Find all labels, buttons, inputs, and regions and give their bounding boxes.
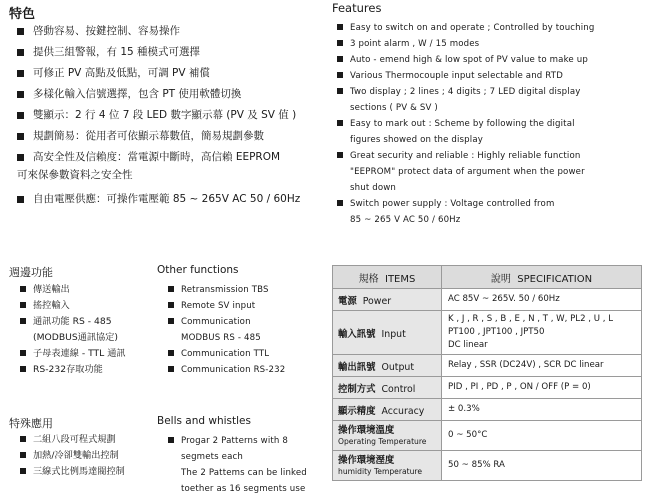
list-item: Great security and reliable : Highly reliable function (337, 148, 647, 164)
list-item: 加熱/冷卻雙輸出控制 (20, 448, 155, 464)
bullet-square-icon (20, 436, 26, 442)
spec-value: PID , PI , PD , P , ON / OFF (P = 0) (442, 377, 642, 399)
bells-title: Bells and whistles (157, 415, 251, 427)
list-item-continuation: segmets each (181, 452, 243, 462)
list-item: 三線式比例馬達閥控制 (20, 464, 155, 480)
table-row (333, 377, 642, 399)
bullet-square-icon (20, 366, 26, 372)
bullet-square-icon (168, 350, 174, 356)
features-zh-list (17, 23, 329, 212)
bullet-square-icon (337, 200, 343, 206)
bells-list (168, 433, 330, 497)
bullet-square-icon (168, 437, 174, 443)
list-item-continuation: 可來保參數資料之安全性 (17, 169, 133, 181)
spec-value: K , J , R , S , B , E , N , T , W, PL2 , U , L PT100 , JPT100 , JPT50 DC linear (442, 311, 642, 355)
comm-en-list (168, 282, 328, 378)
list-item: 傳送輸出 (20, 282, 155, 298)
list-item: 自由電壓供應：可操作電壓範 85 ~ 265V AC 50 / 60Hz (17, 191, 329, 212)
list-item: Remote SV input (168, 298, 328, 314)
list-item: Switch power supply : Voltage controlled from (337, 196, 647, 212)
list-item: 提供三組警報，有 15 種模式可選擇 (17, 44, 329, 65)
list-item: Progar 2 Patterns with 8 (168, 433, 330, 449)
bullet-square-icon (17, 28, 24, 35)
spec-key: 輸出訊號 Output (333, 355, 442, 377)
list-item: 高安全性及信賴度：當電源中斷時，高信賴 EEPROM (17, 149, 329, 167)
spec-key: 電源 Power (333, 289, 442, 311)
list-item-continuation: (MODBUS通訊協定) (33, 332, 119, 343)
bullet-square-icon (17, 154, 24, 161)
list-item: Auto - emend high & low spot of PV value to make up (337, 52, 647, 68)
bullet-square-icon (20, 350, 26, 356)
header-items: 規格 ITEMS (333, 266, 442, 289)
spec-table-header (333, 266, 642, 289)
bullet-square-icon (337, 72, 343, 78)
special-zh-title: 特殊應用 (9, 417, 53, 430)
features-en-list (337, 20, 647, 228)
spec-table-body (333, 289, 642, 481)
bullet-square-icon (20, 452, 26, 458)
bullet-square-icon (337, 88, 343, 94)
special-zh-list (20, 432, 155, 480)
bullet-square-icon (337, 40, 343, 46)
list-item: 規劃簡易：從用者可依顯示幕數值，簡易規劃參數 (17, 128, 329, 149)
list-item: 子母表連線 - TTL 通訊 (20, 346, 155, 362)
spec-value: 50 ~ 85% RA (442, 451, 642, 481)
bullet-square-icon (17, 112, 24, 119)
spec-value: Relay , SSR (DC24V) , SCR DC linear (442, 355, 642, 377)
table-row (333, 355, 642, 377)
list-item-continuation: sections ( PV & SV ) (350, 103, 438, 113)
list-item: 搖控輸入 (20, 298, 155, 314)
list-item: 啓動容易、按鍵控制、容易操作 (17, 23, 329, 44)
spec-table (332, 265, 642, 481)
bullet-square-icon (20, 302, 26, 308)
table-row (333, 421, 642, 451)
list-item: 可修正 PV 高點及低點，可調 PV 補償 (17, 65, 329, 86)
features-en-title: Features (332, 1, 382, 15)
list-item: RS-232存取功能 (20, 362, 155, 378)
list-item: Two display ; 2 lines ; 4 digits ; 7 LED digital display (337, 84, 647, 100)
table-row (333, 289, 642, 311)
bullet-square-icon (168, 286, 174, 292)
list-item: 通訊功能 RS - 485 (20, 314, 155, 330)
spec-key: 輸入訊號 Input (333, 311, 442, 355)
list-item: Retransmission TBS (168, 282, 328, 298)
list-item-continuation: MODBUS RS - 485 (181, 333, 261, 343)
bullet-square-icon (168, 366, 174, 372)
comm-en-title: Other functions (157, 264, 239, 276)
list-item: 3 point alarm , W / 15 modes (337, 36, 647, 52)
list-item: Easy to mark out : Scheme by following the digital (337, 116, 647, 132)
spec-value: 0 ~ 50°C (442, 421, 642, 451)
bullet-square-icon (168, 318, 174, 324)
bullet-square-icon (20, 468, 26, 474)
list-item-continuation: shut down (350, 183, 397, 193)
comm-zh-list (20, 282, 155, 378)
list-item: Communication (168, 314, 328, 330)
bullet-square-icon (337, 56, 343, 62)
bullet-square-icon (17, 133, 24, 140)
bullet-square-icon (20, 318, 26, 324)
table-row (333, 311, 642, 355)
table-row (333, 399, 642, 421)
list-item: Communication TTL (168, 346, 328, 362)
list-item: 雙顯示：2 行 4 位 7 段 LED 數字顯示幕 (PV 及 SV 值 ) (17, 107, 329, 128)
features-zh-title: 特色 (9, 7, 36, 22)
list-item-continuation: 85 ~ 265 V AC 50 / 60Hz (350, 215, 461, 225)
bullet-square-icon (20, 286, 26, 292)
list-item: Communication RS-232 (168, 362, 328, 378)
spec-key: 顯示精度 Accuracy (333, 399, 442, 421)
comm-zh-title: 週邊功能 (9, 266, 53, 279)
bullet-square-icon (168, 302, 174, 308)
list-item: 二組八段可程式規劃 (20, 432, 155, 448)
header-specification: 說明 SPECIFICATION (442, 266, 642, 289)
bullet-square-icon (17, 91, 24, 98)
spec-key: 操作環境溼度 humidity Temperature (333, 451, 442, 481)
list-item-continuation: figures showed on the display (350, 135, 483, 145)
list-item: Easy to switch on and operate ; Controlled by touching (337, 20, 647, 36)
bullet-square-icon (337, 24, 343, 30)
list-item-continuation: "EEPROM" protect data of argument when the power (350, 167, 585, 177)
bullet-square-icon (337, 152, 343, 158)
bullet-square-icon (17, 49, 24, 56)
bullet-square-icon (337, 120, 343, 126)
spec-value: ± 0.3% (442, 399, 642, 421)
bells-note: toether as 16 segments use (181, 484, 306, 494)
bells-note: The 2 Pattems can be linked (181, 468, 307, 478)
table-row (333, 451, 642, 481)
bullet-square-icon (17, 70, 24, 77)
list-item: 多樣化輸入信號選擇，包含 PT 使用軟體切換 (17, 86, 329, 107)
bullet-square-icon (17, 196, 24, 203)
spec-value: AC 85V ~ 265V. 50 / 60Hz (442, 289, 642, 311)
spec-key: 控制方式 Control (333, 377, 442, 399)
list-item: Various Thermocouple input selectable and RTD (337, 68, 647, 84)
spec-key: 操作環境溫度 Operating Temperature (333, 421, 442, 451)
